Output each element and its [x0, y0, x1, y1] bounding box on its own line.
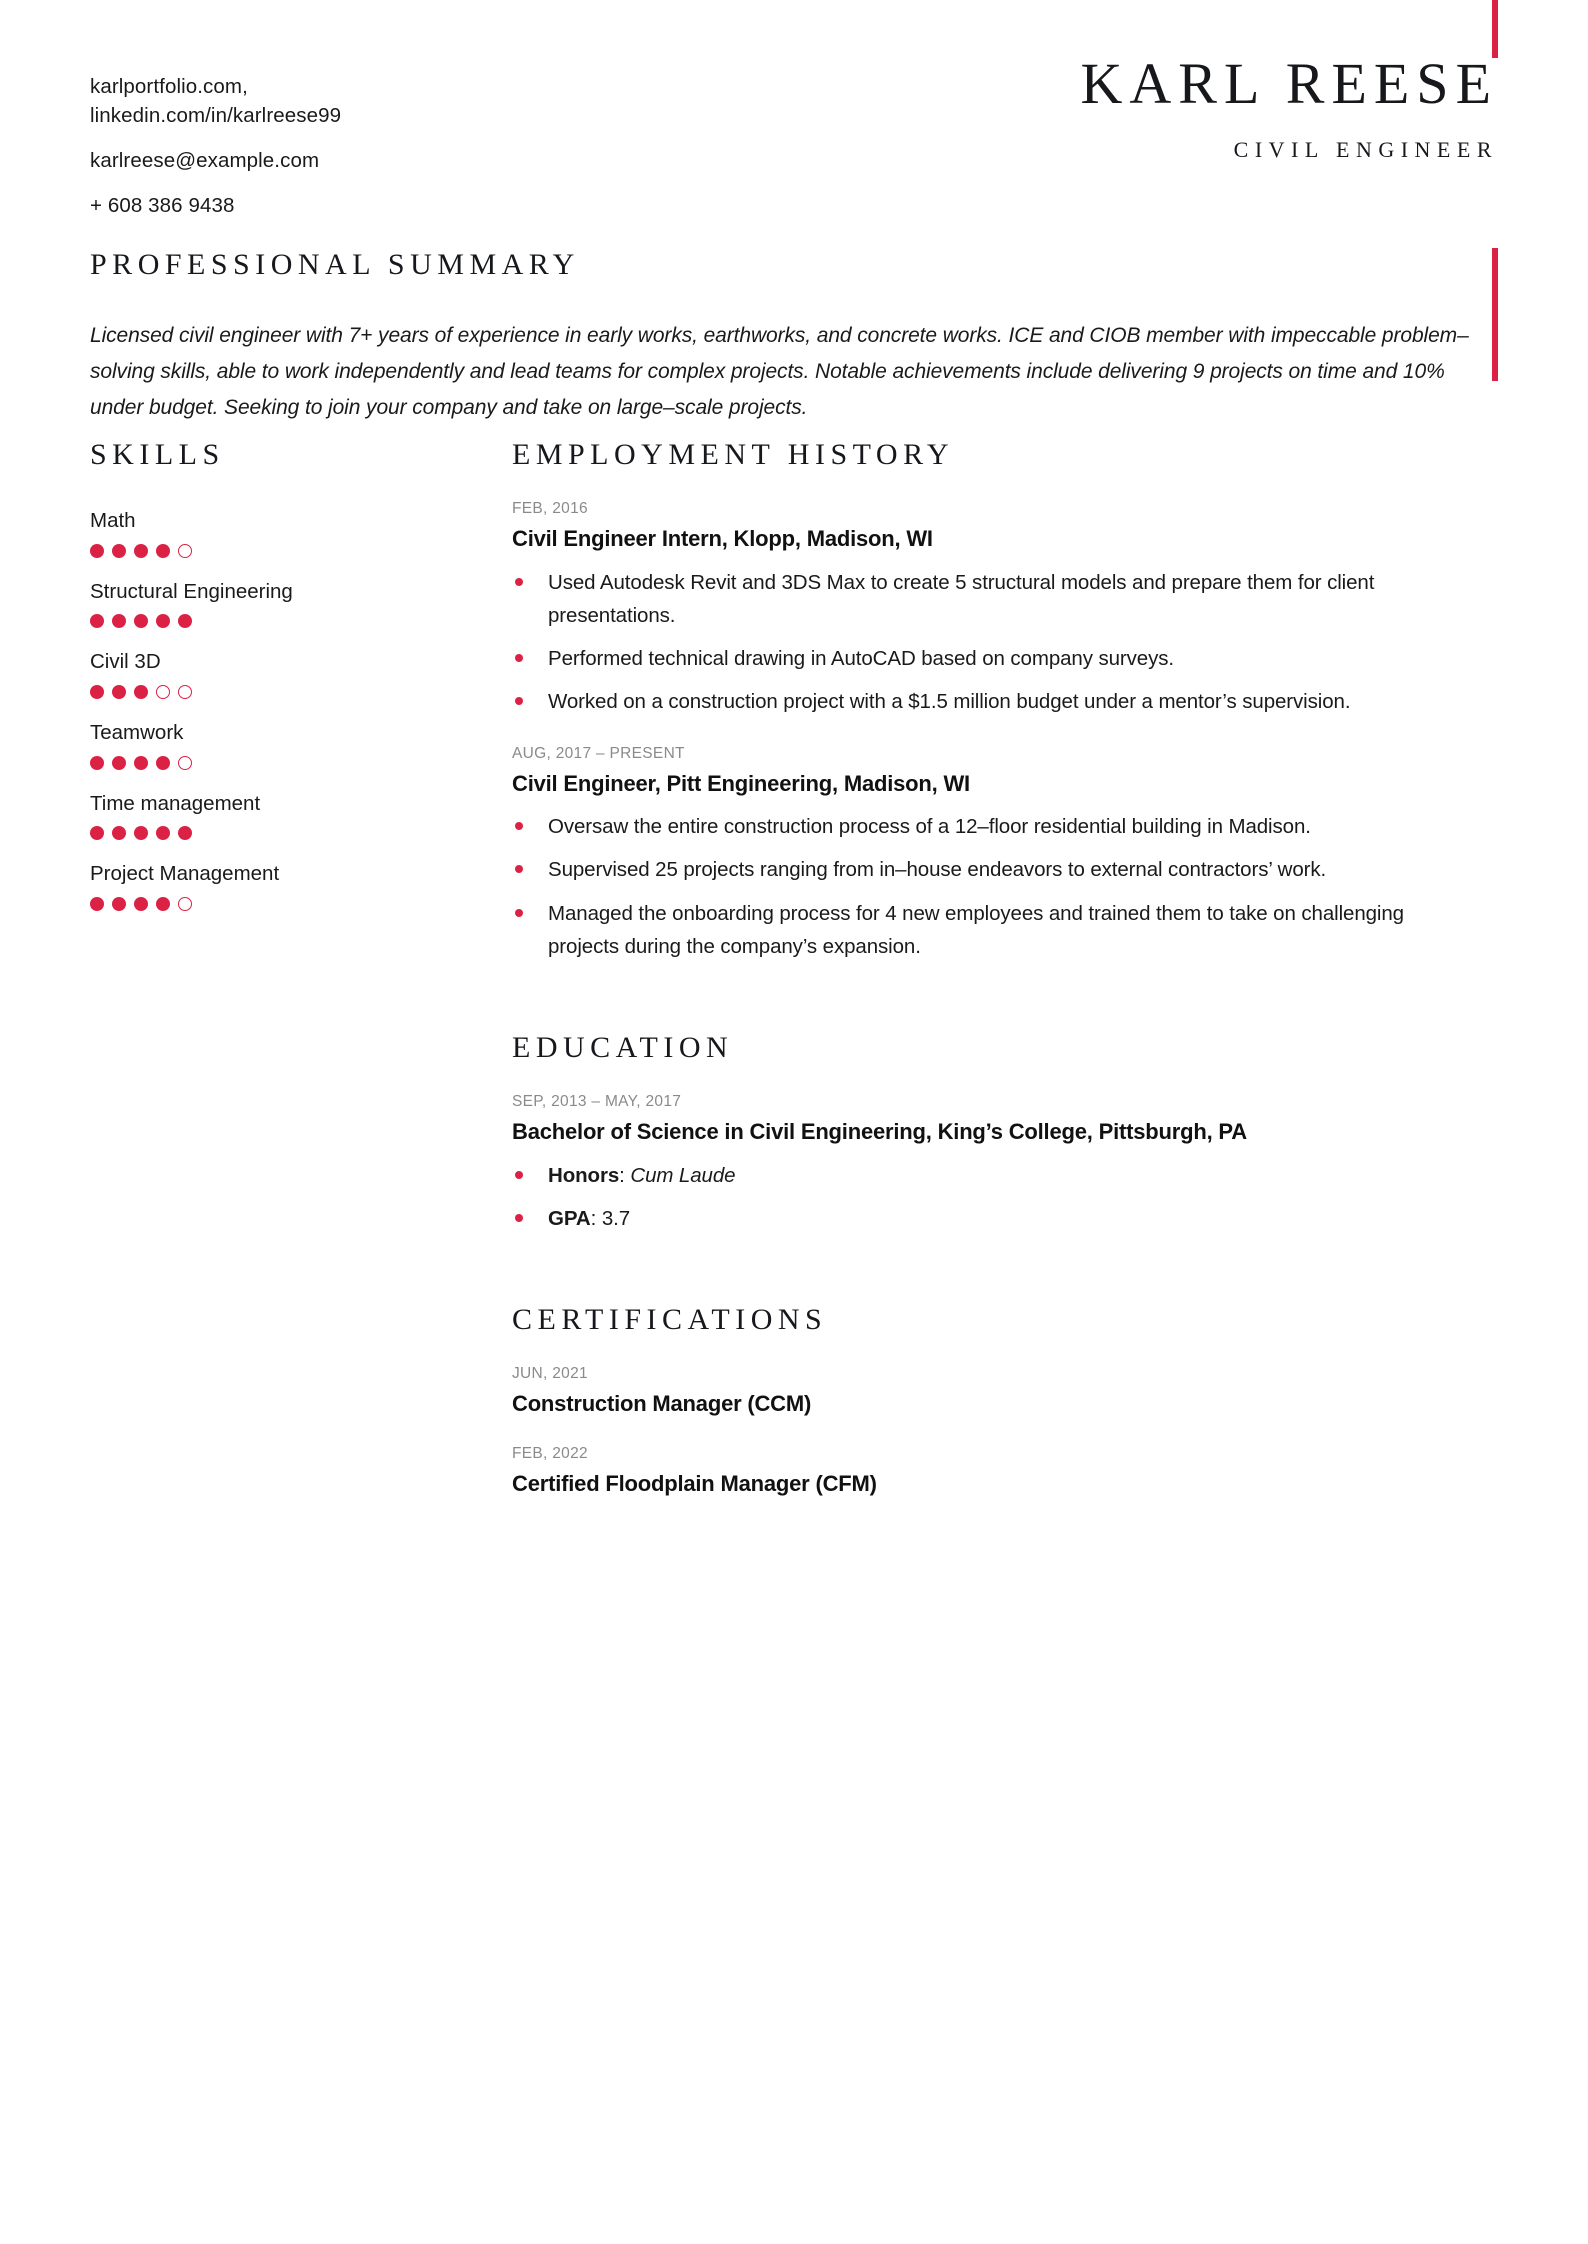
entry-bullet-list: [512, 810, 1480, 963]
certifications-heading: CERTIFICATIONS: [512, 1303, 828, 1337]
skill-label: Civil 3D: [90, 650, 161, 674]
rating-dot-filled: [178, 614, 192, 628]
skill-rating: [90, 614, 340, 628]
rating-dot-filled: [156, 614, 170, 628]
rating-dot-empty: [178, 756, 192, 770]
rating-dot-filled: [112, 685, 126, 699]
employment-entries: [512, 500, 1480, 963]
entry-bullet: GPA: 3.7: [512, 1202, 1480, 1235]
skill-rating: [90, 826, 340, 840]
rating-dot-filled: [134, 544, 148, 558]
name-block: [1080, 51, 1498, 163]
rating-dot-filled: [178, 826, 192, 840]
rating-dot-filled: [112, 614, 126, 628]
skill-rating: [90, 897, 340, 911]
skill-rating: [90, 756, 340, 770]
entry-title: Civil Engineer Intern, Klopp, Madison, WI: [512, 526, 933, 551]
entry-bullet: Supervised 25 projects ranging from in–house endeavors to external contractors’ work.: [512, 853, 1480, 886]
education-heading: EDUCATION: [512, 1031, 734, 1064]
rating-dot-filled: [90, 756, 104, 770]
entry-bullet-list: [512, 566, 1480, 719]
summary-heading: PROFESSIONAL SUMMARY: [90, 248, 580, 281]
rating-dot-filled: [156, 826, 170, 840]
rating-dot-filled: [134, 685, 148, 699]
certifications-section: [512, 1305, 1480, 1498]
entry-date: FEB, 2016: [512, 500, 588, 517]
rating-dot-filled: [134, 826, 148, 840]
skill-rating: [90, 544, 340, 558]
skills-list: [90, 508, 340, 911]
entry-bullet: Worked on a construction project with a $1.5 million budget under a mentor’s supervision.: [512, 685, 1480, 718]
entry-bullet-list: [512, 1159, 1480, 1235]
entry: [512, 1093, 1480, 1235]
entry-title: Certified Floodplain Manager (CFM): [512, 1470, 877, 1496]
spacer: [512, 989, 1480, 1033]
skill-item: [90, 508, 340, 558]
entry-date: AUG, 2017 – PRESENT: [512, 744, 685, 762]
entry: [512, 1445, 1480, 1499]
candidate-job-title: CIVIL ENGINEER: [1233, 137, 1498, 162]
rating-dot-filled: [156, 544, 170, 558]
rating-dot-filled: [112, 897, 126, 911]
entry-bullet: Managed the onboarding process for 4 new employees and trained them to take on challenging projects during the company’s expansion.: [512, 897, 1480, 963]
certification-entries: [512, 1365, 1480, 1498]
rating-dot-filled: [112, 544, 126, 558]
summary-text: Licensed civil engineer with 7+ years of experience in early works, earthworks, and concrete works. ICE and CIOB member with impeccable problem–solving skills, able to work independently and lead teams for complex projects. Notable achievements include delivering 9 projects on time and 10% under budget. Seeking to join your company and take on large–scale projects.: [90, 324, 1469, 420]
rating-dot-filled: [90, 685, 104, 699]
rating-dot-filled: [90, 544, 104, 558]
entry-title: Bachelor of Science in Civil Engineering, King’s College, Pittsburgh, PA: [512, 1119, 1247, 1144]
contact-linkedin: linkedin.com/in/karlreese99: [90, 104, 342, 128]
rating-dot-filled: [134, 756, 148, 770]
rating-dot-empty: [178, 897, 192, 911]
rating-dot-filled: [156, 897, 170, 911]
skill-item: [90, 861, 340, 911]
rating-dot-filled: [112, 756, 126, 770]
skill-label: Structural Engineering: [90, 579, 293, 603]
skill-rating: [90, 685, 340, 699]
resume-header: [0, 0, 1588, 230]
entry: [512, 1365, 1480, 1419]
entry-title: Construction Manager (CCM): [512, 1391, 812, 1417]
rating-dot-empty: [178, 685, 192, 699]
spacer: [512, 1261, 1480, 1305]
skill-label: Project Management: [90, 862, 280, 886]
contact-block: [90, 72, 510, 220]
skill-label: Math: [90, 509, 136, 532]
rating-dot-filled: [134, 614, 148, 628]
rating-dot-filled: [90, 614, 104, 628]
rating-dot-filled: [90, 826, 104, 840]
rating-dot-filled: [134, 897, 148, 911]
skill-item: [90, 649, 340, 699]
entry: [512, 500, 1480, 719]
entry-bullet: Honors: Cum Laude: [512, 1159, 1480, 1192]
candidate-name: KARL REESE: [1080, 51, 1498, 116]
main-column: [512, 440, 1480, 1524]
contact-phone: + 608 386 9438: [90, 194, 235, 218]
skill-label: Teamwork: [90, 720, 184, 744]
rating-dot-filled: [156, 756, 170, 770]
entry-date: JUN, 2021: [512, 1365, 588, 1383]
education-entries: [512, 1093, 1480, 1235]
employment-heading: EMPLOYMENT HISTORY: [512, 438, 955, 471]
rating-dot-empty: [156, 685, 170, 699]
skill-item: [90, 579, 340, 629]
skill-item: [90, 720, 340, 770]
education-section: [512, 1033, 1480, 1235]
entry-date: SEP, 2013 – MAY, 2017: [512, 1093, 682, 1110]
entry-date: FEB, 2022: [512, 1444, 588, 1462]
entry-bullet: Used Autodesk Revit and 3DS Max to create 5 structural models and prepare them for client presentations.: [512, 566, 1480, 632]
skill-label: Time management: [90, 791, 261, 815]
entry-title: Civil Engineer, Pitt Engineering, Madison, WI: [512, 770, 970, 796]
contact-email: karlreese@example.com: [90, 149, 320, 173]
rating-dot-filled: [90, 897, 104, 911]
skills-column: [90, 440, 340, 932]
rating-dot-empty: [178, 544, 192, 558]
employment-history-section: [512, 440, 1480, 963]
entry-bullet: Oversaw the entire construction process of a 12–floor residential building in Madison.: [512, 810, 1480, 843]
professional-summary-section: [90, 250, 1498, 426]
skills-heading: SKILLS: [90, 438, 225, 471]
skill-item: [90, 791, 340, 841]
rating-dot-filled: [112, 826, 126, 840]
entry-bullet: Performed technical drawing in AutoCAD based on company surveys.: [512, 642, 1480, 675]
entry: [512, 745, 1480, 964]
contact-website: karlportfolio.com,: [90, 75, 248, 98]
